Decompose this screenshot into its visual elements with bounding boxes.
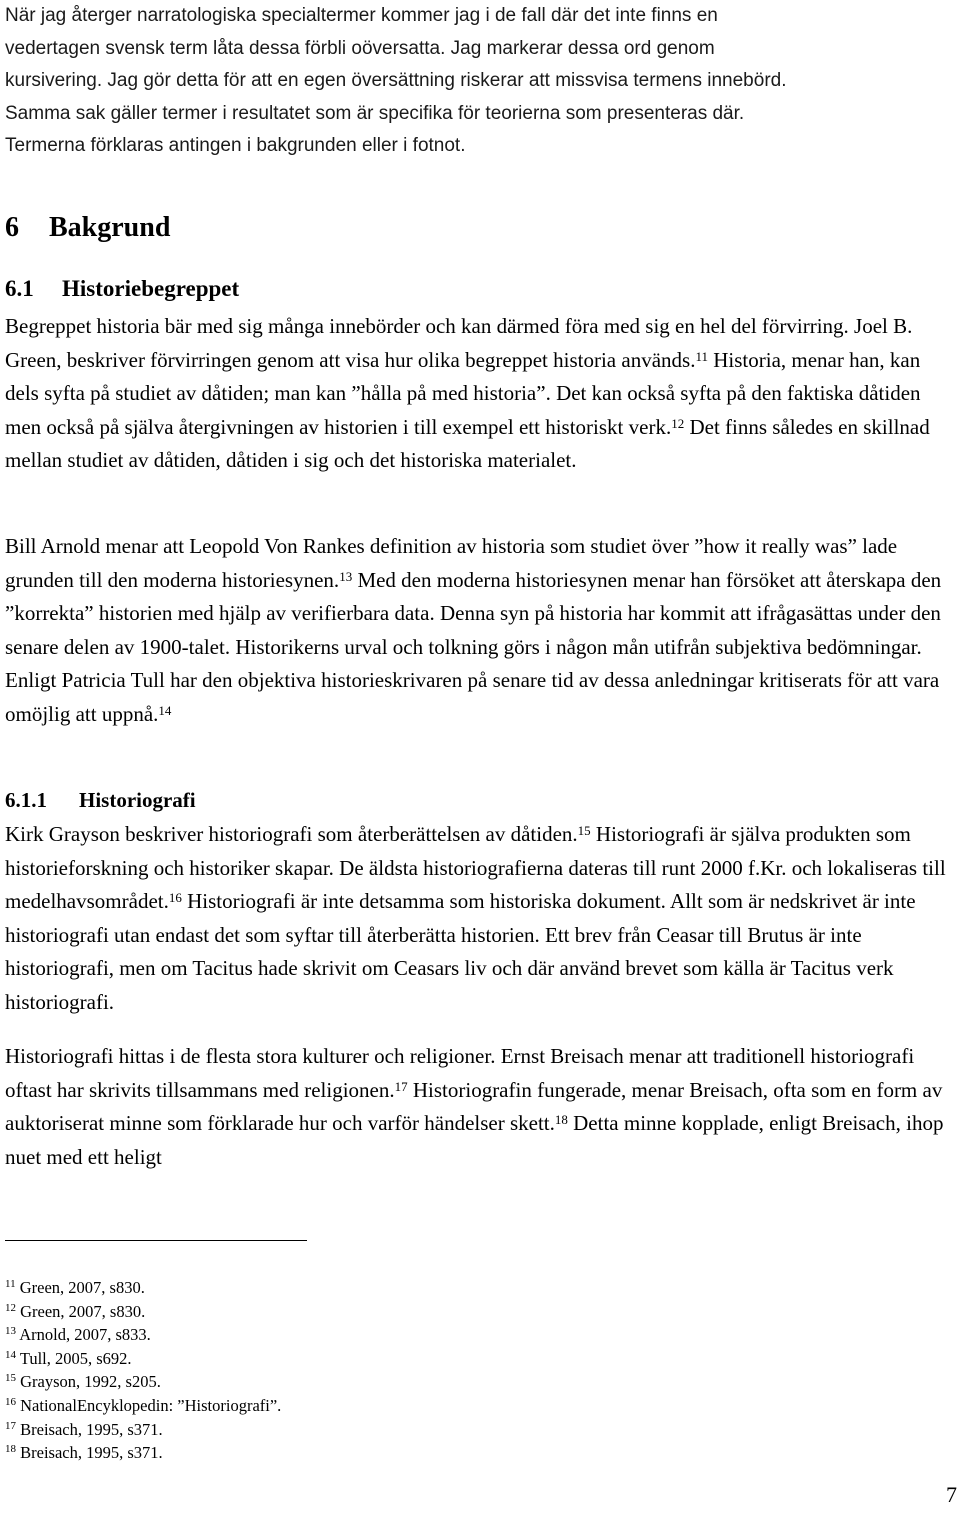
subsubsection-title: Historiografi [79, 788, 196, 812]
footnote-item: $^{11}$ Green, 2007, s830. [5, 1278, 145, 1297]
footnote-ref: 17 [394, 1078, 408, 1094]
footnote-ref: 12 [671, 415, 685, 431]
subsection-heading [5, 276, 239, 302]
paragraph-historiografi-2: Historiografi hittas i de flesta stora kulturer och religioner. Ernst Breisach menar att traditionell historiografi oftast har skrivits tillsammans med religionen.$^{17}$ Historiografin fungerade, menar Breisach, ofta som en form av auktoriserat minne som förklarade hur och varför händelser skett.$^{18}$ Detta minne kopplade, enligt Breisach, ihop nuet med ett heligt [5, 1044, 944, 1169]
paragraph-historiebegreppet-1: Begreppet historia bär med sig många innebörder och kan därmed föra med sig en hel del förvirring. Joel B. Green, beskriver förvirringen genom att visa hur olika begreppet historia används.$^{11}$ Historia, menar han, kan dels syfta på studiet av dåtiden; man kan ”hålla på med historia”. Det kan också syfta på den faktiska dåtiden men också på själva återgivningen av historien i till exempel ett historiskt verk.$^{12}$ Det finns således en skillnad mellan studiet av dåtiden, dåtiden i sig och det historiska materialet. [5, 314, 930, 472]
footnote-item: $^{17}$ Breisach, 1995, s371. [5, 1419, 163, 1439]
footnote-item: $^{15}$ Grayson, 1992, s205. [5, 1372, 161, 1392]
footnote-ref: 18 [554, 1112, 568, 1127]
footnote-item: $^{12}$ Green, 2007, s830. [5, 1301, 146, 1321]
intro-paragraph [5, 0, 955, 163]
section-title: Bakgrund [49, 212, 171, 243]
page-number: 7 [946, 1482, 957, 1507]
paragraph-historiografi-1: Kirk Grayson beskriver historiografi som återberättelsen av dåtiden.$^{15}$ Historiografi är själva produkten som historieforskning och historiker skapar. De äldsta historiografierna dateras till runt 2000 f.Kr. och lokaliseras till medelhavsområdet.$^{16}$ Historiografi är inte detsamma som historiska dokument. Allt som är nedskrivet är inte historiografi utan endast det som syftar till återberätta historien. Ett brev från Ceasar till Brutus är inte historiografi, men om Tacitus hade skrivit om Ceasars liv och där använd brevet som källa är Tacitus verk historiografi. [5, 822, 946, 1014]
section-heading [5, 212, 170, 244]
footnote-item: $^{13}$ Arnold, 2007, s833. [5, 1325, 151, 1345]
footnotes-list [5, 1276, 605, 1465]
footnote-ref: 15 [577, 823, 591, 838]
footnote-ref: 16 [168, 890, 182, 905]
footnote-ref: 14 [158, 702, 172, 718]
footnote-item: $^{18}$ Breisach, 1995, s371. [5, 1443, 163, 1463]
footnote-separator [5, 1240, 307, 1241]
intro-line: vedertagen svensk term låta dessa förbli oöversatta. Jag markerar dessa ord genom [5, 37, 715, 59]
intro-line: Termerna förklaras antingen i bakgrunden eller i fotnot. [5, 135, 466, 156]
paragraph-historiebegreppet-2: Bill Arnold menar att Leopold Von Rankes definition av historia som studiet över ”how it really was” lade grunden till den moderna historiesynen.$^{13}$ Med den moderna historiesynen menar han försöket att återskapa den ”korrekta” historien med hjälp av verifierbara data. Denna syn på historia har kommit att ifrågasättas under den senare delen av 1900-talet. Historikerns urval och tolkning görs i någon mån utifrån subjektiva bedömningar. Enligt Patricia Tull har den objektiva historieskrivaren på senare tid av dessa anledningar kritiserats för att vara omöjlig att uppnå.$^{14}$ [5, 534, 942, 726]
subsection-number: 6.1 [5, 276, 34, 301]
intro-line: När jag återger narratologiska specialtermer kommer jag i de fall där det inte finns en [5, 5, 718, 26]
footnote-item: $^{16}$ NationalEncyklopedin: ”Historiografi”. [5, 1395, 282, 1415]
subsubsection-heading [5, 788, 196, 813]
subsection-title: Historiebegreppet [62, 276, 240, 301]
footnote-ref: 13 [339, 568, 353, 584]
section-number: 6 [5, 212, 19, 243]
subsubsection-number: 6.1.1 [5, 788, 47, 812]
footnote-item: $^{14}$ Tull, 2005, s692. [5, 1348, 132, 1368]
footnote-ref: 11 [695, 348, 708, 364]
intro-line: kursivering. Jag gör detta för att en egen översättning riskerar att missvisa termens innebörd. [5, 70, 787, 91]
intro-line: Samma sak gäller termer i resultatet som är specifika för teorierna som presenteras där. [5, 102, 745, 124]
